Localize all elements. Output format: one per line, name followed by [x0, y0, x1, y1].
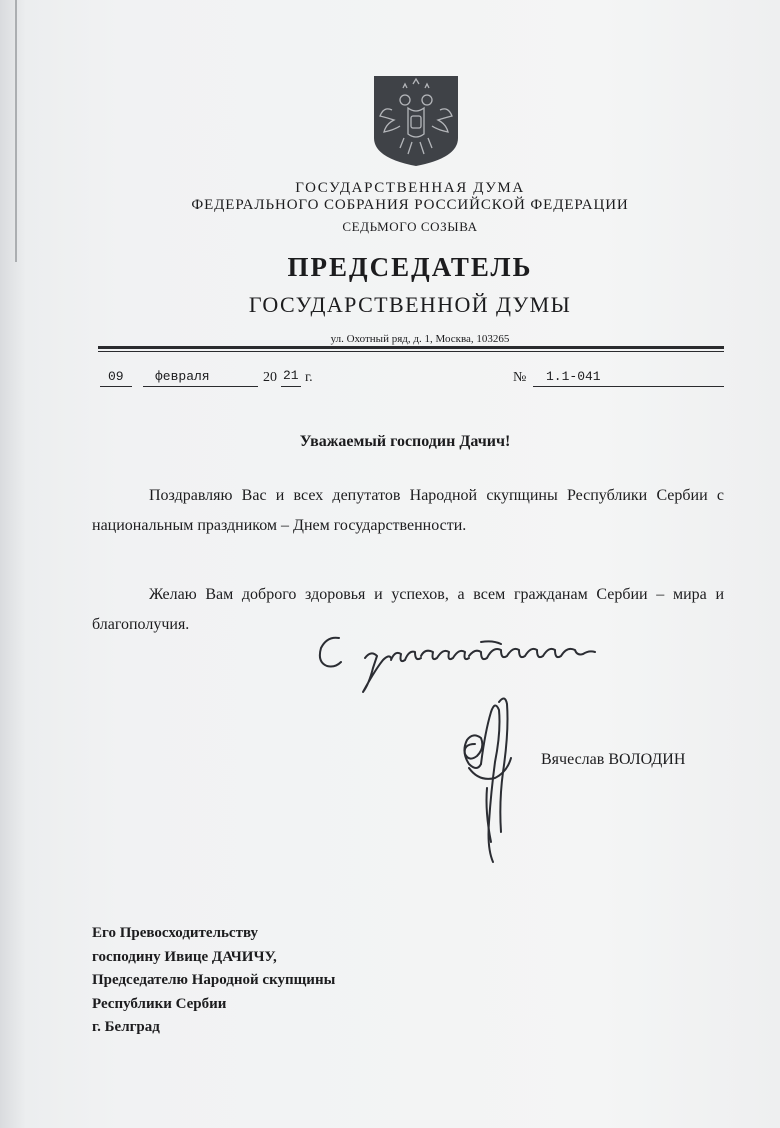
scan-edge-shadow — [15, 0, 17, 262]
letterhead-subtitle: ГОСУДАРСТВЕННОЙ ДУМЫ — [248, 292, 572, 317]
letterhead-address: ул. Охотный ряд, д. 1, Москва, 103265 — [330, 333, 510, 345]
date-year-underline — [281, 386, 301, 387]
addressee-line-3: Председателю Народной скупщины — [92, 972, 336, 988]
letterhead-rule-thin — [98, 351, 724, 352]
date-year-label: г. — [305, 370, 313, 385]
body-paragraph-2: Желаю Вам доброго здоровья и успехов, а всем гражданам Сербии – мира и благополучия. — [92, 586, 724, 633]
date-month-underline — [143, 386, 258, 387]
letterhead-title: ПРЕДСЕДАТЕЛЬ — [287, 252, 533, 282]
date-year-suffix: 21 — [283, 368, 299, 383]
signature — [455, 692, 527, 864]
document-number-underline — [533, 386, 724, 387]
signer-name: Вячеслав ВОЛОДИН — [541, 751, 686, 768]
addressee-line-4: Республики Сербии — [92, 995, 227, 1012]
document-number: 1.1-041 — [546, 369, 601, 384]
date-year-prefix: 20 — [263, 370, 277, 385]
salutation: Уважаемый господин Дачич! — [299, 433, 511, 450]
date-month: февраля — [155, 369, 210, 384]
russian-double-headed-eagle-icon — [374, 76, 458, 166]
number-label: № — [513, 370, 527, 385]
org-line-1: ГОСУДАРСТВЕННАЯ ДУМА — [295, 180, 525, 196]
addressee-line-1: Его Превосходительству — [92, 925, 259, 941]
date-day: 09 — [108, 369, 124, 384]
letterhead-rule-thick — [98, 346, 724, 349]
addressee-block — [92, 922, 335, 1040]
date-day-underline — [100, 386, 132, 387]
handwritten-closing — [305, 620, 615, 700]
body-paragraph-1: Поздравляю Вас и всех депутатов Народной скупщины Республики Сербии с национальным праздником – Днем государственности. — [92, 487, 724, 534]
org-line-3: СЕДЬМОГО СОЗЫВА — [342, 219, 478, 234]
addressee-line-2: господину Ивице ДАЧИЧУ, — [92, 948, 277, 965]
org-line-2: ФЕДЕРАЛЬНОГО СОБРАНИЯ РОССИЙСКОЙ ФЕДЕРАЦИИ — [191, 197, 629, 213]
addressee-line-5: г. Белград — [92, 1019, 160, 1035]
